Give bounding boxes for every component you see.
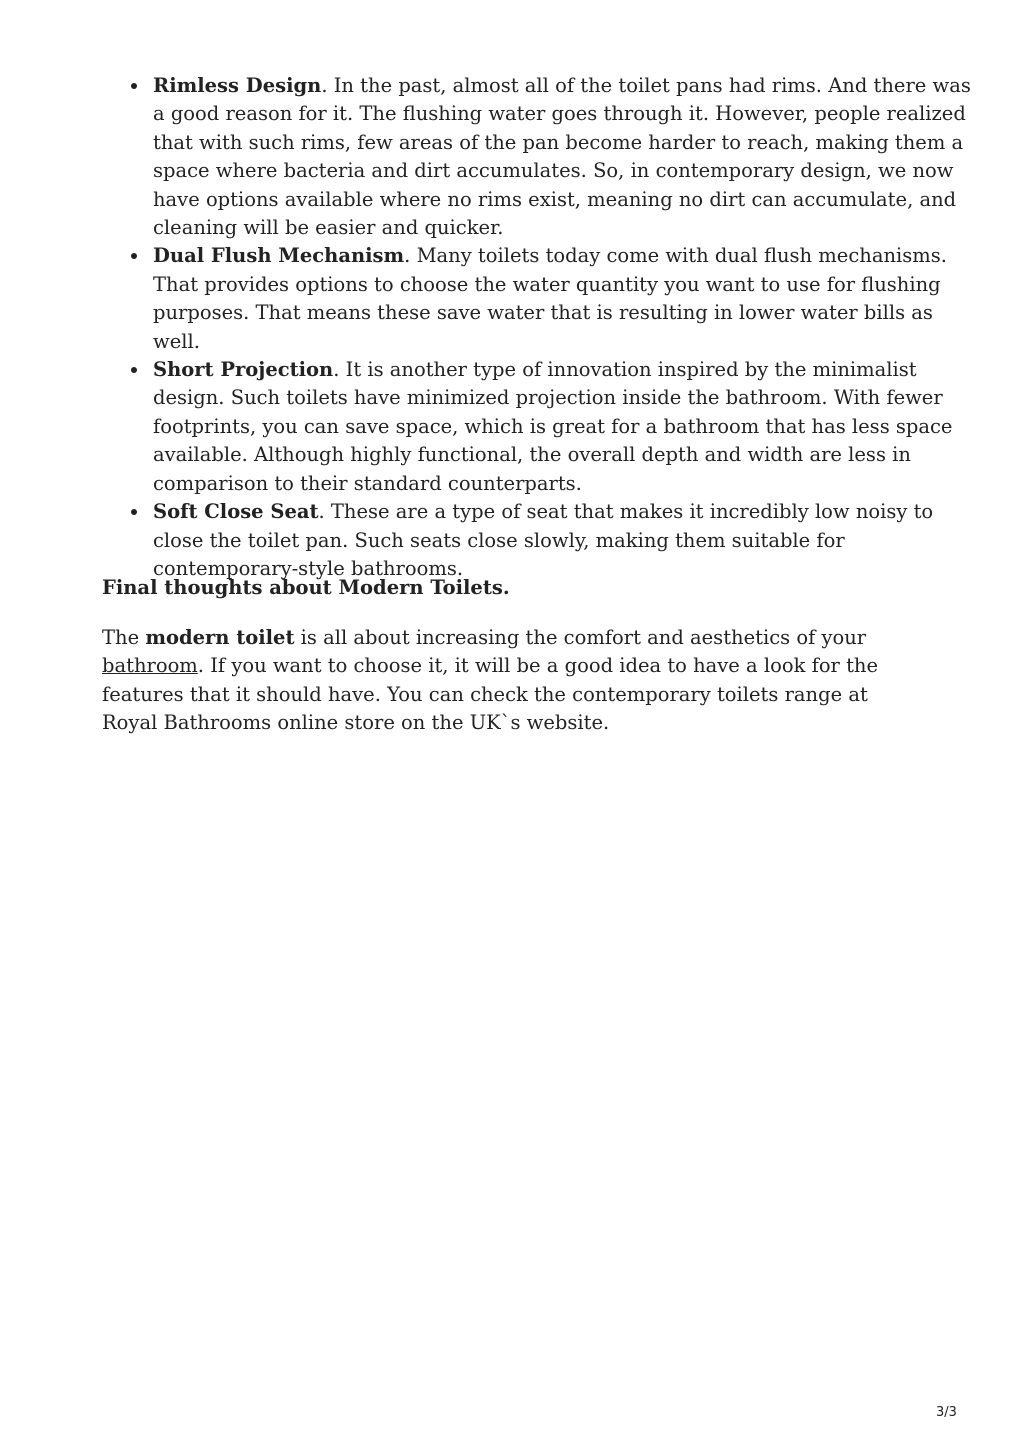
feature-text: . It is another type of innovation inspired by the minimalist design. Such toilets have minimized projection inside the bathroom. With fewer footprints, you can save space, which is great for a bathroom that has less space available. Although highly functional, the overall depth and width are less in comparison to their standard counterparts. xyxy=(153,358,953,495)
feature-item-rimless-design xyxy=(153,72,973,242)
conclusion-middle: is all about increasing the comfort and aesthetics of your xyxy=(294,626,867,649)
conclusion-paragraph xyxy=(102,624,922,738)
feature-title: Soft Close Seat xyxy=(153,500,319,524)
feature-text: . Many toilets today come with dual flush mechanisms. That provides options to choose the water quantity you want to use for flushing purposes. That means these save water that is resulting in lower water bills as well. xyxy=(153,244,947,353)
feature-item-dual-flush xyxy=(153,242,973,356)
feature-title: Dual Flush Mechanism xyxy=(153,244,405,268)
feature-title: Rimless Design xyxy=(153,74,322,97)
conclusion-suffix: . If you want to choose it, it will be a good idea to have a look for the features that it should have. You can check the contemporary toilets range at Royal Bathrooms online store on the UK`s website. xyxy=(102,654,879,735)
feature-list xyxy=(102,72,973,583)
conclusion-bold: modern toilet xyxy=(145,626,295,649)
feature-item-soft-close-seat xyxy=(153,498,973,583)
feature-text: . In the past, almost all of the toilet pans had rims. And there was a good reason for it. The flushing water goes through it. However, people realized that with such rims, few areas of the pan become harder to reach, making them a space where bacteria and dirt accumulates. So, in contemporary design, we now have options available where no rims exist, meaning no dirt can accumulate, and cleaning will be easier and quicker. xyxy=(153,74,971,240)
feature-text: . These are a type of seat that makes it incredibly low noisy to close the toilet pan. Such seats close slowly, making them suitable for contemporary-style bathrooms. xyxy=(153,500,934,580)
bathroom-link[interactable]: bathroom xyxy=(102,654,198,678)
page-number: 3/3 xyxy=(936,1405,957,1420)
section-heading: Final thoughts about Modern Toilets. xyxy=(102,576,510,599)
feature-title: Short Projection xyxy=(153,358,334,382)
conclusion-prefix: The xyxy=(102,626,146,649)
feature-item-short-projection xyxy=(153,356,973,498)
